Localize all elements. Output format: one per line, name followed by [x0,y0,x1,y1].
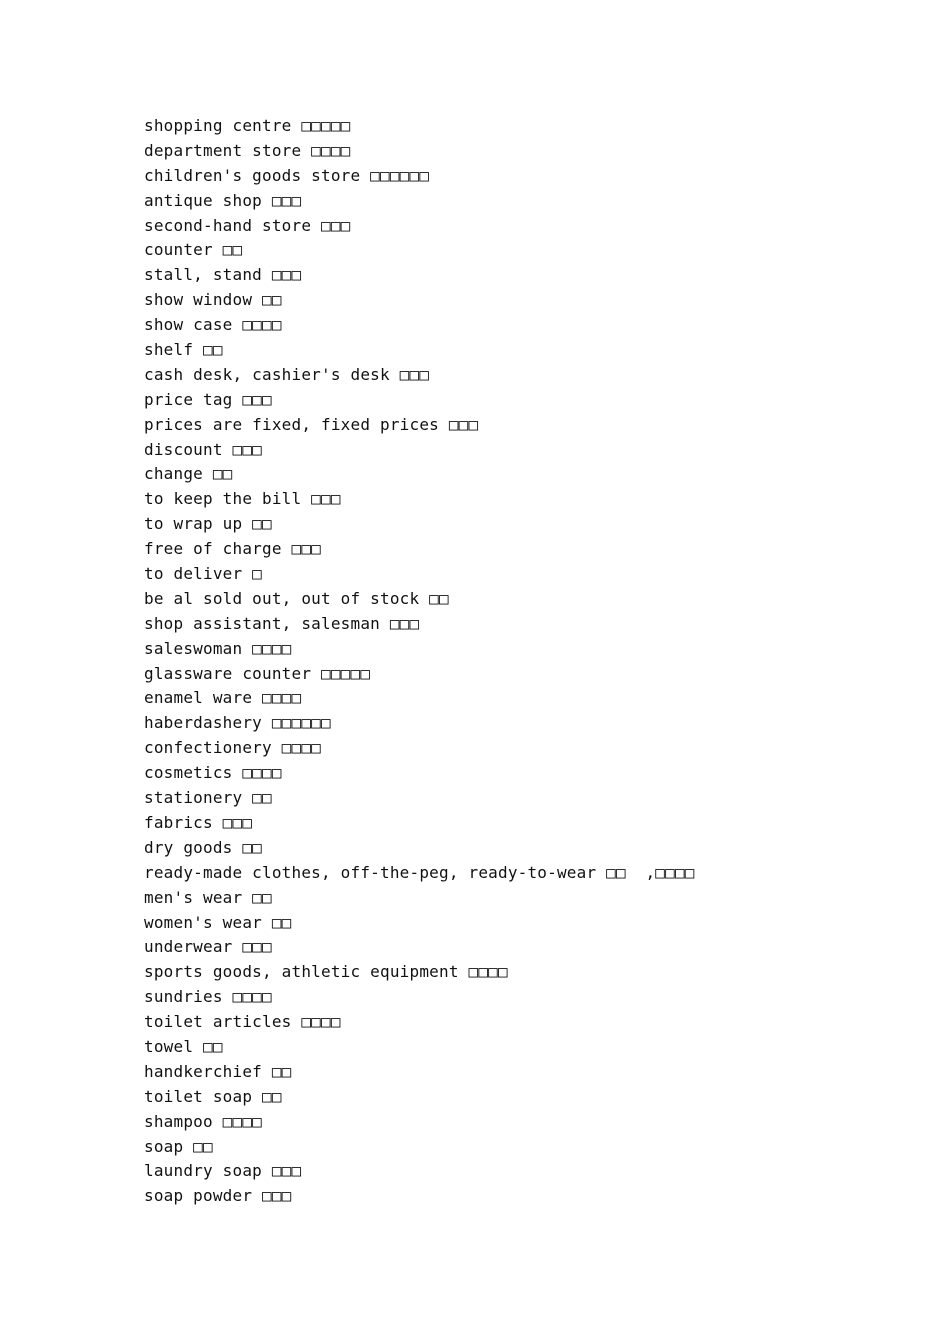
list-item: free of charge □□□ [144,539,321,559]
list-item: confectionery □□□□ [144,738,321,758]
list-item: shelf □□ [144,340,223,360]
list-item: to wrap up □□ [144,514,272,534]
list-item: be al sold out, out of stock □□ [144,588,449,608]
list-item: cash desk, cashier's desk □□□ [144,364,430,384]
list-item: towel □□ [144,1036,223,1056]
list-item: dry goods □□ [144,837,262,857]
list-item: cosmetics □□□□ [144,763,282,783]
list-item: ready-made clothes, off-the-peg, ready-to-wear □□ ,□□□□ [144,862,695,882]
list-item: soap powder □□□ [144,1186,292,1206]
list-item: change □□ [144,464,233,484]
list-item: sundries □□□□ [144,987,272,1007]
list-item: toilet articles □□□□ [144,1012,341,1032]
list-item: enamel ware □□□□ [144,688,302,708]
list-item: laundry soap □□□ [144,1161,302,1181]
list-item: fabrics □□□ [144,812,253,832]
list-item: prices are fixed, fixed prices □□□ [144,414,479,434]
list-item: shopping centre □□□□□ [144,116,351,135]
list-item: counter □□ [144,240,243,260]
list-item: sports goods, athletic equipment □□□□ [144,962,508,982]
list-item: men's wear □□ [144,887,272,907]
list-item: underwear □□□ [144,937,272,957]
list-item: toilet soap □□ [144,1086,282,1106]
list-item: children's goods store □□□□□□ [144,165,430,185]
list-item: show case □□□□ [144,315,282,335]
vocabulary-list [144,114,864,1209]
list-item: women's wear □□ [144,912,292,932]
list-item: shop assistant, salesman □□□ [144,613,420,633]
list-item: stationery □□ [144,788,272,808]
list-item: handkerchief □□ [144,1061,292,1081]
list-item: glassware counter □□□□□ [144,663,371,683]
list-item: department store □□□□ [144,140,351,160]
list-item: second-hand store □□□ [144,215,351,235]
list-item: saleswoman □□□□ [144,638,292,658]
list-item: discount □□□ [144,439,262,459]
list-item: show window □□ [144,290,282,310]
list-item: shampoo □□□□ [144,1111,262,1131]
list-item: soap □□ [144,1136,213,1156]
list-item: stall, stand □□□ [144,265,302,285]
list-item: to keep the bill □□□ [144,489,341,509]
list-item: antique shop □□□ [144,190,302,210]
list-item: price tag □□□ [144,389,272,409]
list-item: haberdashery □□□□□□ [144,713,331,733]
list-item: to deliver □ [144,564,262,584]
